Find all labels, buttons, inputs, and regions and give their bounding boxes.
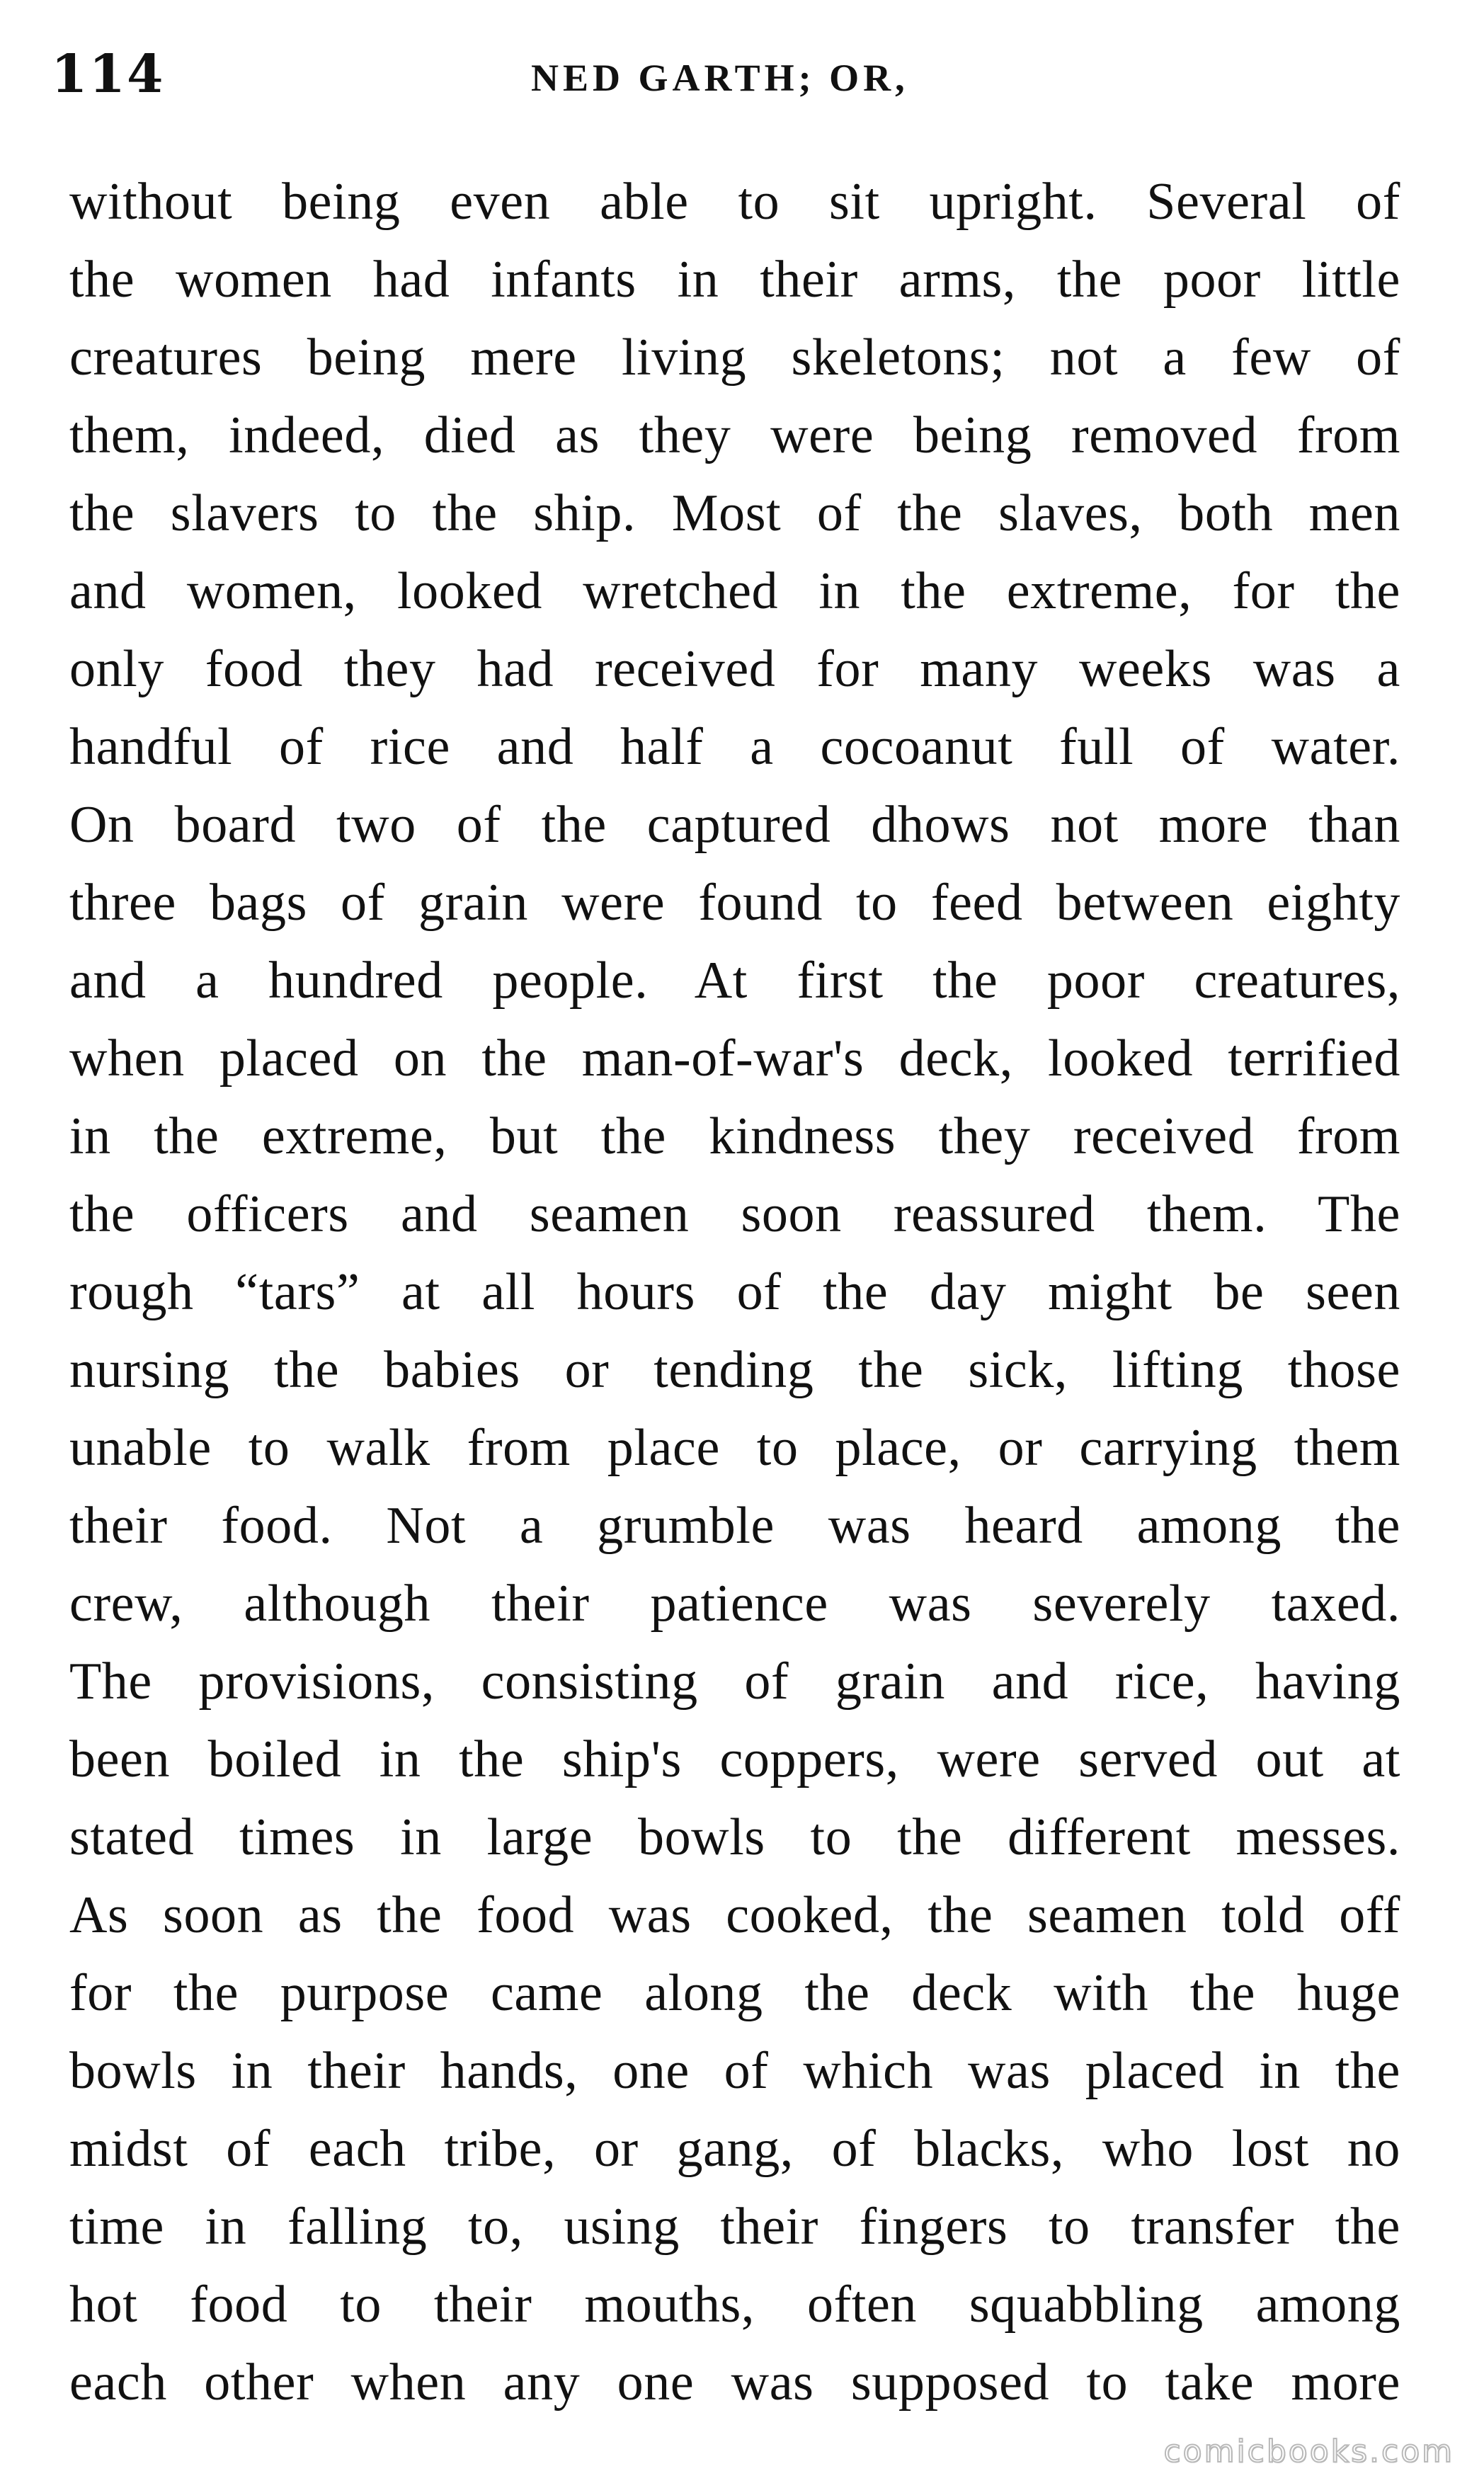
text-line: them, indeed, died as they were being removed from	[69, 406, 1400, 464]
text-line: only food they had received for many weeks was a	[69, 640, 1400, 698]
page-number: 114	[51, 44, 165, 105]
text-line: and women, looked wretched in the extreme, for the	[69, 562, 1400, 620]
text-line: The provisions, consisting of grain and rice, having	[69, 1653, 1400, 1711]
text-line: the officers and seamen soon reassured them. The	[69, 1185, 1400, 1243]
text-line: As soon as the food was cooked, the seamen told off	[69, 1886, 1400, 1944]
text-line: bowls in their hands, one of which was placed in the	[69, 2042, 1400, 2100]
text-line: On board two of the captured dhows not more than	[69, 796, 1400, 854]
text-line: unable to walk from place to place, or carrying them	[69, 1419, 1400, 1477]
text-line: creatures being mere living skeletons; not a few of	[69, 329, 1400, 387]
text-line: midst of each tribe, or gang, of blacks, who lost no	[69, 2120, 1400, 2178]
text-line: in the extreme, but the kindness they received from	[69, 1107, 1400, 1165]
text-line: the slavers to the ship. Most of the slaves, both men	[69, 484, 1400, 542]
text-line: for the purpose came along the deck with the huge	[69, 1964, 1400, 2022]
text-line: and a hundred people. At first the poor creatures,	[69, 952, 1400, 1010]
text-line: crew, although their patience was severely taxed.	[69, 1575, 1400, 1633]
text-line: handful of rice and half a cocoanut full of water.	[69, 718, 1400, 776]
text-line: their food. Not a grumble was heard among the	[69, 1497, 1400, 1555]
text-line: hot food to their mouths, often squabbling among	[69, 2276, 1400, 2334]
text-line: three bags of grain were found to feed between eighty	[69, 874, 1400, 932]
text-line: when placed on the man-of-war's deck, looked terrified	[69, 1029, 1400, 1088]
body-text	[69, 163, 1400, 2421]
text-line: each other when any one was supposed to take more	[69, 2353, 1400, 2412]
text-line: time in falling to, using their fingers to transfer the	[69, 2198, 1400, 2256]
text-line: rough “tars” at all hours of the day might be seen	[69, 1263, 1400, 1321]
running-title: NED GARTH; OR,	[531, 57, 909, 99]
text-line: nursing the babies or tending the sick, lifting those	[69, 1341, 1400, 1399]
watermark: comicbooks.com	[1163, 2433, 1454, 2470]
text-line: the women had infants in their arms, the poor little	[69, 251, 1400, 309]
text-line: without being even able to sit upright. Several of	[69, 173, 1400, 231]
text-line: stated times in large bowls to the different messes.	[69, 1808, 1400, 1866]
text-line: been boiled in the ship's coppers, were served out at	[69, 1730, 1400, 1788]
